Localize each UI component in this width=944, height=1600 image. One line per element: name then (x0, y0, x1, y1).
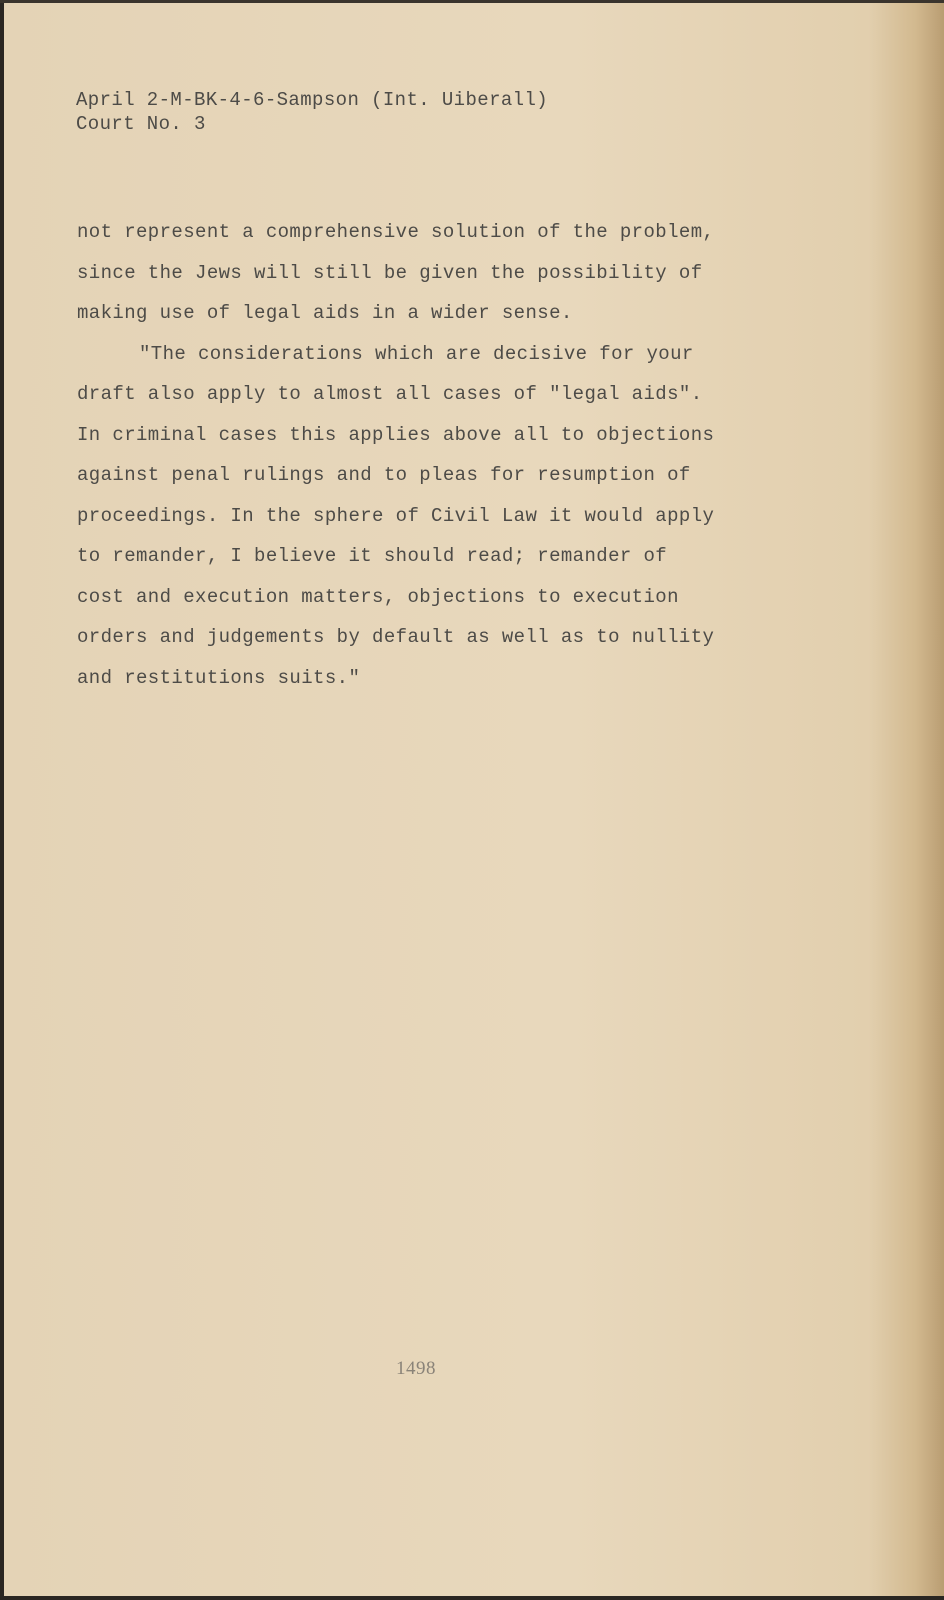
body-line: not represent a comprehensive solution of the problem, (77, 221, 715, 243)
body-line: draft also apply to almost all cases of "legal aids". (77, 383, 703, 405)
body-line: to remander, I believe it should read; remander of (77, 545, 668, 567)
body-line: making use of legal aids in a wider sense. (77, 302, 573, 324)
body-line: In criminal cases this applies above all to objections (77, 423, 715, 446)
body-line: against penal rulings and to pleas for resumption of (77, 464, 691, 486)
page-top-edge (0, 0, 944, 3)
page-left-edge (0, 0, 4, 1600)
body-line: since the Jews will still be given the possibility of (77, 261, 703, 284)
header-session-line: April 2-M-BK-4-6-Sampson (Int. Uiberall) (76, 89, 549, 111)
body-line: orders and judgements by default as well as to nullity (77, 626, 715, 648)
body-line: cost and execution matters, objections to execution (77, 585, 679, 608)
document-body (77, 212, 714, 698)
document-header (76, 88, 548, 136)
body-line: and restitutions suits." (77, 666, 361, 689)
body-line: proceedings. In the sphere of Civil Law it would apply (77, 504, 715, 527)
page-bottom-edge (0, 1596, 944, 1600)
header-court-line: Court No. 3 (76, 113, 206, 135)
page-number: 1498 (396, 1358, 436, 1379)
body-line-quote-start: "The considerations which are decisive for your (139, 342, 694, 365)
